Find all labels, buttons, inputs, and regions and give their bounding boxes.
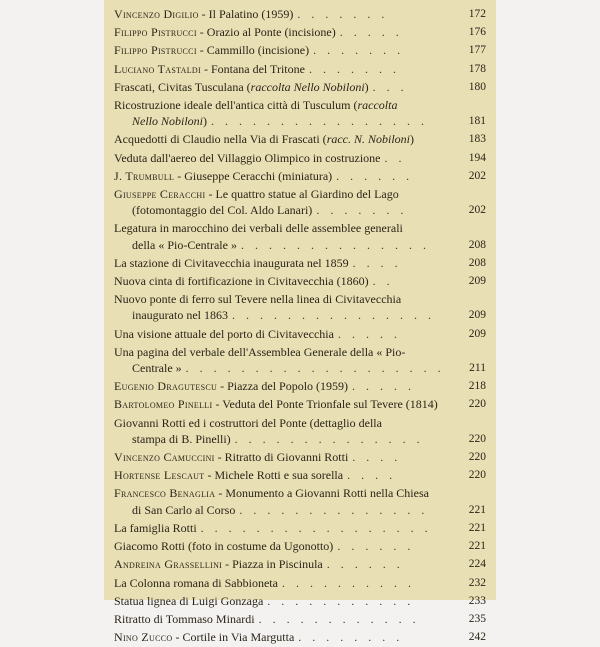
entry-page-number: 209 [468, 327, 486, 340]
leader-dots: . . . . . . [326, 557, 404, 572]
toc-entry [114, 61, 486, 77]
entry-text [114, 396, 460, 412]
entry-text [114, 575, 460, 591]
entry-first-line [114, 396, 460, 412]
toc-entry [114, 168, 486, 184]
entry-title-italic: racc. N. Nobiloni [326, 132, 411, 147]
entry-page-number: 178 [468, 62, 486, 75]
toc-entry [114, 520, 486, 536]
toc-entry [114, 42, 486, 58]
entry-author: Giuseppe Ceracchi - [114, 187, 215, 201]
toc-entry [114, 485, 486, 517]
leader-dots: . . . . . . . . . . . . . . . . [211, 114, 429, 129]
entry-page-number: 232 [468, 576, 486, 589]
entry-title-italic: raccolta [357, 98, 398, 113]
entry-first-line [114, 220, 460, 236]
toc-entry [114, 629, 486, 645]
entry-text [114, 344, 460, 376]
leader-dots: . . . . . . . . . . . . . . [234, 431, 424, 446]
entry-title: Nuovo ponte di ferro sul Tevere nella linea di Civitavecchia [114, 292, 402, 307]
toc-entry [114, 220, 486, 252]
entry-author: Vincenzo Digilio - [114, 7, 209, 21]
leader-dots: . . . . . . . . . . . . . . [240, 237, 430, 252]
entry-text [114, 611, 460, 627]
entry-text [114, 61, 460, 77]
entry-title: Acquedotti di Claudio nella Via di Frascati ( [114, 132, 327, 147]
entry-title-cont-italic: Nello Nobiloni [132, 114, 204, 129]
entry-first-line [114, 97, 460, 113]
entry-text [114, 97, 460, 129]
entry-first-line [114, 186, 460, 202]
toc-entry [114, 556, 486, 572]
entry-title-cont: Centrale » [132, 361, 182, 376]
entry-page-number: 202 [468, 169, 486, 182]
toc-entry [114, 97, 486, 129]
entry-title: Il Palatino (1959) [208, 7, 294, 21]
entry-page-number: 172 [468, 8, 486, 20]
leader-dots: . . . . . . . . . . . . . . . [231, 308, 435, 323]
entry-author: Hortense Lescaut - [114, 468, 214, 482]
entry-author: Vincenzo Camuccini - [114, 450, 225, 464]
entry-text [114, 150, 460, 166]
entry-title: Piazza in Piscinula [232, 557, 323, 572]
entry-text [114, 467, 460, 483]
entry-text [114, 168, 460, 184]
entry-title: Veduta del Ponte Trionfale sul Tevere (1814) [222, 397, 438, 412]
entry-title-cont: inaugurato nel 1863 [132, 308, 228, 323]
entry-text [114, 629, 460, 645]
entry-text [114, 220, 460, 252]
entry-title: La stazione di Civitavecchia inaugurata nel 1859 [114, 255, 349, 270]
entry-first-line [114, 273, 460, 289]
entry-text [114, 326, 460, 342]
entry-title: Giacomo Rotti (foto in costume da Ugonotto) [114, 539, 334, 554]
entry-first-line [114, 538, 460, 554]
entry-title: La famiglia Rotti [114, 520, 197, 535]
leader-dots: . . [372, 274, 394, 289]
entry-page-number: 235 [468, 612, 486, 625]
leader-dots: . . . . . . . [316, 203, 408, 218]
entry-page-number: 208 [468, 256, 486, 269]
leader-dots: . . . . . . . . . . . . . . . . . . . [185, 361, 445, 376]
entry-page-number: 233 [468, 594, 486, 607]
entry-first-line [114, 150, 460, 166]
entry-page-number: 221 [468, 521, 486, 534]
entry-title: Legatura in marocchino dei verbali delle assemblee generali [114, 221, 403, 236]
entry-title: Giovanni Rotti ed i costruttori del Ponte (dettaglio della [114, 415, 382, 430]
entry-text [114, 593, 460, 609]
entry-page-number: 220 [468, 398, 486, 411]
entry-author: Francesco Benaglia - [114, 486, 225, 500]
entry-second-line [114, 431, 460, 447]
entry-title: Cortile in Via Margutta [182, 630, 295, 645]
entry-author: Filippo Pistrucci - [114, 43, 207, 57]
entry-title: Le quattro statue al Giardino del Lago [215, 187, 399, 202]
toc-entry [114, 186, 486, 218]
leader-dots: . . . . . . . . [298, 630, 404, 645]
entry-text [114, 131, 460, 147]
leader-dots: . . . . . . [336, 168, 414, 183]
entry-page-number: 183 [468, 133, 486, 146]
entry-first-line [114, 42, 460, 58]
leader-dots: . . . . . . . . . . . [267, 593, 415, 608]
entry-title: Ritratto di Tommaso Minardi [114, 611, 255, 626]
entry-title: Michele Rotti e sua sorella [214, 468, 344, 483]
entry-first-line [114, 61, 460, 77]
leader-dots: . . . . [352, 255, 402, 270]
toc-entry [114, 150, 486, 166]
entry-text [114, 79, 460, 95]
entry-first-line [114, 6, 460, 22]
entry-title-cont-end: ) [203, 114, 208, 129]
entry-title: Giuseppe Ceracchi (miniatura) [184, 168, 333, 183]
entry-page-number: 194 [468, 151, 486, 164]
entry-page-number: 177 [468, 44, 486, 57]
entry-page-number: 221 [468, 503, 486, 516]
entry-page-number: 224 [468, 558, 486, 571]
toc-entry [114, 575, 486, 591]
list-of-illustrations [114, 6, 486, 647]
entry-title: Una visione attuale del porto di Civitavecchia [114, 326, 334, 341]
leader-dots: . . . . . [339, 25, 403, 40]
leader-dots: . . . . . . . [308, 61, 400, 76]
entry-first-line [114, 291, 460, 307]
entry-author: J. Trumbull - [114, 169, 184, 183]
entry-text [114, 24, 460, 40]
entry-first-line [114, 344, 460, 360]
entry-text [114, 6, 460, 22]
toc-entry [114, 131, 486, 147]
entry-title: Ricostruzione ideale dell'antica città di Tusculum ( [114, 98, 358, 113]
toc-entry [114, 611, 486, 627]
entry-title: Nuova cinta di fortificazione in Civitavecchia (1860) [114, 274, 369, 289]
leader-dots: . . . . . . . . . . [281, 575, 415, 590]
toc-entry [114, 24, 486, 40]
entry-title-end: ) [364, 79, 369, 94]
entry-first-line [114, 326, 460, 342]
entry-page-number: 242 [468, 631, 486, 644]
toc-entry [114, 344, 486, 376]
entry-page-number: 208 [468, 238, 486, 251]
entry-page-number: 209 [468, 275, 486, 288]
entry-title: Fontana del Tritone [210, 61, 305, 76]
entry-text [114, 273, 460, 289]
entry-text [114, 186, 460, 218]
entry-title-cont: di San Carlo al Corso [132, 502, 236, 517]
entry-text [114, 556, 460, 572]
entry-first-line [114, 24, 460, 40]
leader-dots: . . . [372, 79, 408, 94]
entry-page-number: 211 [469, 362, 486, 375]
entry-page-number: 209 [468, 309, 486, 322]
entry-first-line [114, 449, 460, 465]
entry-page-number: 181 [468, 115, 486, 128]
toc-entry [114, 326, 486, 342]
entry-title-cont: della « Pio-Centrale » [132, 237, 237, 252]
entry-first-line [114, 467, 460, 483]
entry-page-number: 180 [468, 80, 486, 93]
entry-title-end: ) [410, 132, 415, 147]
entry-title: Orazio al Ponte (incisione) [206, 25, 336, 40]
book-page [104, 0, 496, 645]
entry-title: Veduta dall'aereo del Villaggio Olimpico in costruzione [114, 150, 381, 165]
toc-entry [114, 273, 486, 289]
toc-entry [114, 593, 486, 609]
entry-first-line [114, 485, 460, 501]
entry-first-line [114, 556, 460, 572]
leader-dots: . . . . . . . [313, 43, 405, 58]
entry-page-number: 220 [468, 432, 486, 445]
entry-author: Eugenio Dragutescu - [114, 379, 227, 393]
entry-first-line [114, 79, 460, 95]
toc-entry [114, 467, 486, 483]
entry-title: Monumento a Giovanni Rotti nella Chiesa [225, 486, 429, 501]
entry-first-line [114, 168, 460, 184]
leader-dots: . . . . . . . . . . . . . . [239, 502, 429, 517]
entry-text [114, 449, 460, 465]
entry-text [114, 255, 460, 271]
entry-text [114, 42, 460, 58]
leader-dots: . . . . . [352, 379, 416, 394]
entry-text [114, 538, 460, 554]
entry-text [114, 378, 460, 394]
entry-page-number: 218 [468, 380, 486, 393]
toc-entry [114, 538, 486, 554]
leader-dots: . . . . . . . [297, 7, 389, 21]
entry-title: Una pagina del verbale dell'Assemblea Generale della « Pio- [114, 344, 406, 359]
entry-text [114, 485, 460, 517]
toc-entry [114, 6, 486, 22]
leader-dots: . . . . . [337, 326, 401, 341]
entry-text [114, 415, 460, 447]
toc-entry [114, 449, 486, 465]
toc-entry [114, 378, 486, 394]
entry-page-number: 176 [468, 26, 486, 39]
entry-second-line [114, 237, 460, 253]
toc-entry [114, 291, 486, 323]
entry-title: Ritratto di Giovanni Rotti [224, 450, 349, 465]
entry-first-line [114, 131, 460, 147]
entry-title: Piazza del Popolo (1959) [227, 379, 349, 394]
entry-page-number: 202 [468, 204, 486, 217]
entry-title-italic: raccolta Nello Nobiloni [250, 79, 365, 94]
leader-dots: . . [384, 150, 406, 165]
entry-first-line [114, 611, 460, 627]
toc-entry [114, 396, 486, 412]
entry-title: Cammillo (incisione) [206, 43, 310, 58]
entry-title: Frascati, Civitas Tusculana ( [114, 79, 251, 94]
leader-dots: . . . . [347, 468, 397, 483]
entry-author: Luciano Tastaldi - [114, 62, 211, 76]
entry-author: Andreina Grassellini - [114, 557, 232, 571]
leader-dots: . . . . . . [337, 539, 415, 554]
entry-page-number: 220 [468, 469, 486, 482]
toc-entry [114, 79, 486, 95]
toc-entry [114, 415, 486, 447]
entry-title-cont: stampa di B. Pinelli) [132, 431, 231, 446]
entry-page-number: 221 [468, 540, 486, 553]
entry-text [114, 520, 460, 536]
entry-author: Filippo Pistrucci - [114, 25, 207, 39]
leader-dots: . . . . . . . . . . . . [258, 611, 420, 626]
entry-first-line [114, 255, 460, 271]
entry-first-line [114, 378, 460, 394]
entry-title: La Colonna romana di Sabbioneta [114, 575, 278, 590]
entry-page-number: 220 [468, 451, 486, 464]
entry-text [114, 291, 460, 323]
entry-first-line [114, 575, 460, 591]
entry-second-line [114, 202, 460, 218]
entry-title-cont: (fotomontaggio del Col. Aldo Lanari) [132, 203, 313, 218]
leader-dots: . . . . [352, 450, 402, 465]
entry-second-line [114, 360, 460, 376]
entry-second-line [114, 307, 460, 323]
entry-author: Bartolomeo Pinelli - [114, 397, 222, 411]
toc-entry [114, 255, 486, 271]
leader-dots: . . . . . . . . . . . . . . . . . [200, 520, 432, 535]
entry-first-line [114, 415, 460, 431]
entry-second-line [114, 113, 460, 129]
entry-first-line [114, 593, 460, 609]
entry-second-line [114, 502, 460, 518]
entry-author: Nino Zucco - [114, 630, 182, 644]
entry-title: Statua lignea di Luigi Gonzaga [114, 593, 264, 608]
entry-first-line [114, 629, 460, 645]
entry-first-line [114, 520, 460, 536]
